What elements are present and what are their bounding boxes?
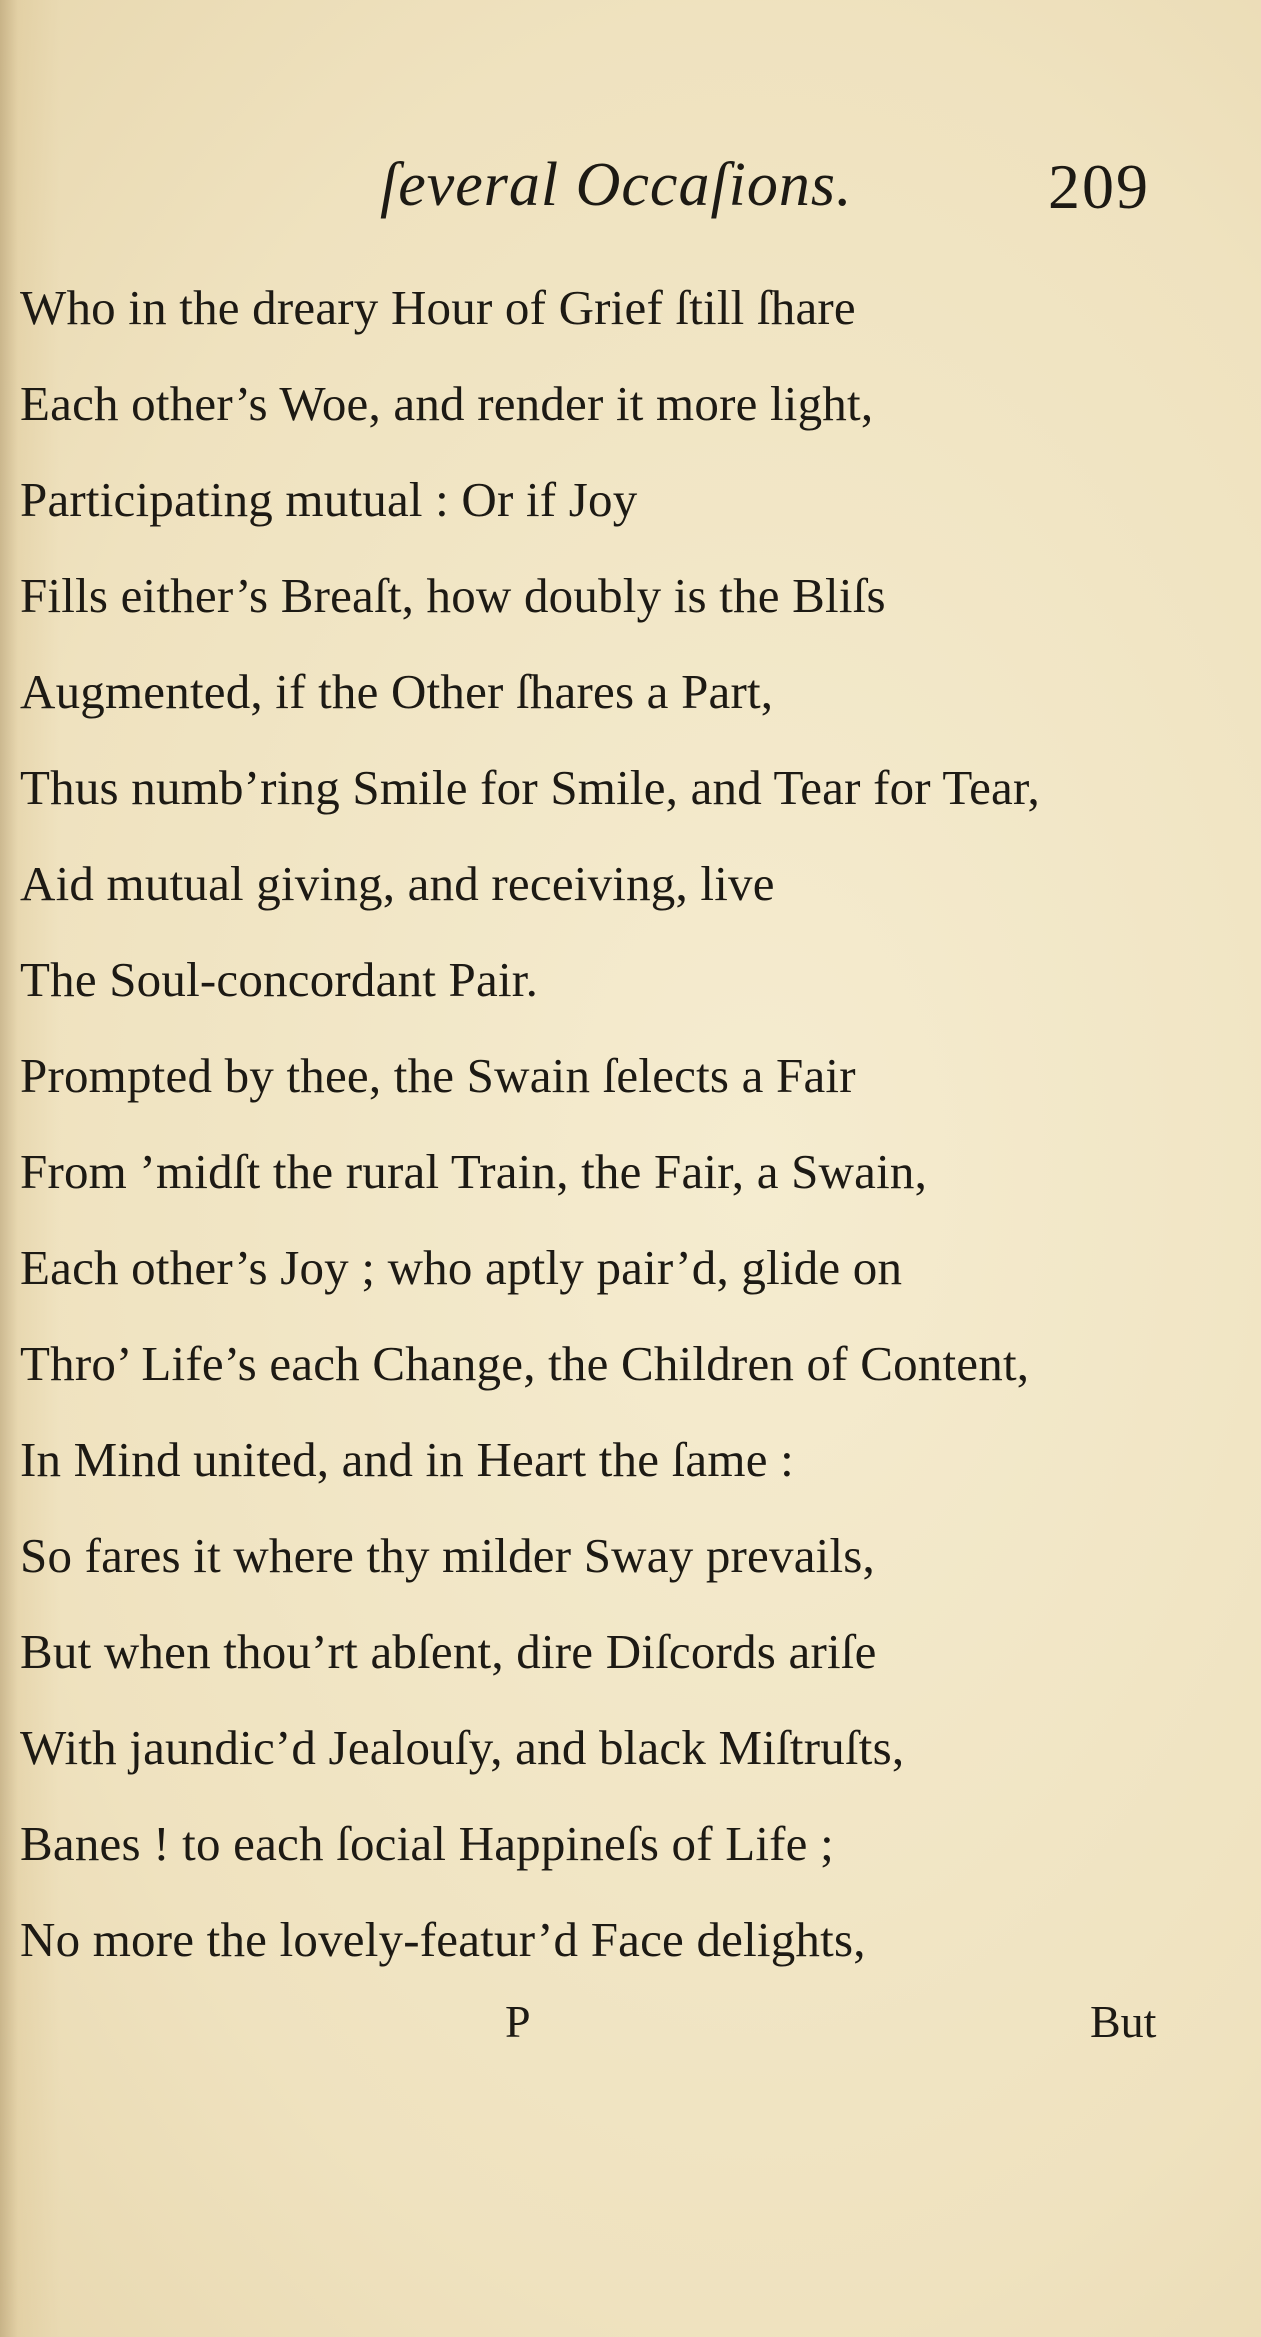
page-number: 209 xyxy=(1048,151,1150,222)
verse-line: Each other’s Woe, and render it more light, xyxy=(20,376,874,431)
verse-line: Thro’ Life’s each Change, the Children of Content, xyxy=(20,1336,1030,1391)
verse-line: In Mind united, and in Heart the ſame : xyxy=(20,1432,794,1487)
verse-line: So fares it where thy milder Sway prevails, xyxy=(20,1528,875,1583)
verse-line: Participating mutual : Or if Joy xyxy=(20,472,638,527)
verse-line: Banes ! to each ſocial Happineſs of Life ; xyxy=(20,1816,834,1871)
verse-line: Thus numb’ring Smile for Smile, and Tear for Tear, xyxy=(20,760,1040,815)
verse-line: Augmented, if the Other ſhares a Part, xyxy=(20,664,774,719)
catchword: But xyxy=(1090,1996,1157,2047)
verse-line: Who in the dreary Hour of Grief ſtill ſhare xyxy=(20,280,856,335)
verse-line: Prompted by thee, the Swain ſelects a Fair xyxy=(20,1048,856,1103)
running-title: ſeveral Occaſions. xyxy=(380,151,853,219)
verse-line: From ’midſt the rural Train, the Fair, a Swain, xyxy=(20,1144,928,1199)
verse-line: Each other’s Joy ; who aptly pair’d, glide on xyxy=(20,1240,903,1295)
page-footer xyxy=(0,1995,1261,2065)
verse-line: With jaundic’d Jealouſy, and black Miſtruſts, xyxy=(20,1720,905,1775)
poem-verse xyxy=(20,260,1240,1988)
signature-mark: P xyxy=(505,1996,531,2047)
verse-line: Aid mutual giving, and receiving, live xyxy=(20,856,775,911)
page-header xyxy=(380,150,1150,230)
verse-line: But when thou’rt abſent, dire Diſcords ariſe xyxy=(20,1624,877,1679)
verse-line: The Soul-concordant Pair. xyxy=(20,952,539,1007)
verse-line: No more the lovely-featur’d Face delights, xyxy=(20,1912,866,1967)
verse-line: Fills either’s Breaſt, how doubly is the Bliſs xyxy=(20,568,886,623)
